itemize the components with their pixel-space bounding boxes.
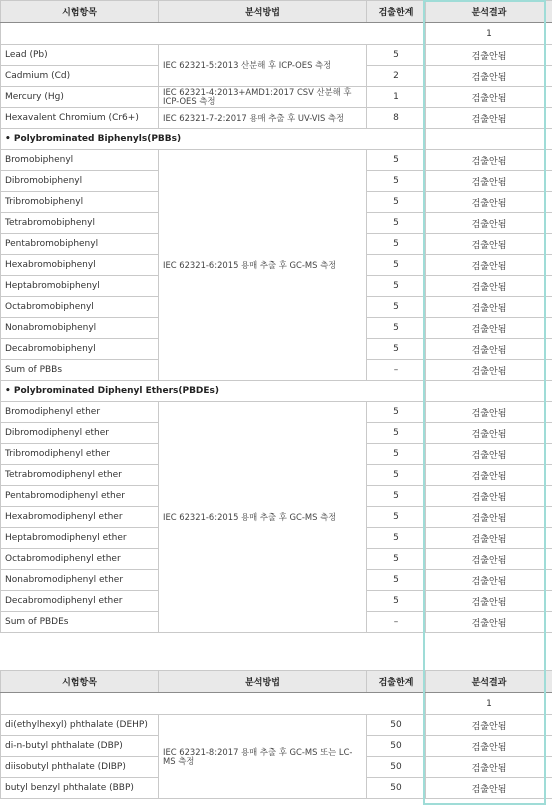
detection-limit: 5 [367, 507, 426, 528]
result-value: 검출안됨 [426, 171, 552, 192]
detection-limit: 5 [367, 549, 426, 570]
item-name: diisobutyl phthalate (DIBP) [1, 757, 159, 778]
item-name: Tribromobiphenyl [1, 192, 159, 213]
pbde-rows [1, 402, 552, 633]
detection-limit: 5 [367, 570, 426, 591]
detection-limit: 5 [367, 423, 426, 444]
result-value: 검출안됨 [426, 528, 552, 549]
item-name: Nonabromobiphenyl [1, 318, 159, 339]
method-text: IEC 62321-6:2015 용매 추출 후 GC-MS 측정 [159, 402, 367, 633]
detection-limit: – [367, 612, 426, 633]
item-name: Sum of PBBs [1, 360, 159, 381]
result-value: 검출안됨 [426, 549, 552, 570]
item-name: Pentabromobiphenyl [1, 234, 159, 255]
table-row [1, 715, 552, 736]
detection-limit: 5 [367, 276, 426, 297]
detection-limit: 5 [367, 339, 426, 360]
result-value: 검출안됨 [426, 45, 552, 66]
item-name: di-n-butyl phthalate (DBP) [1, 736, 159, 757]
header-result: 분석결과 [426, 671, 552, 693]
table-row [1, 45, 552, 66]
detection-limit: 5 [367, 591, 426, 612]
section-title: • Polybrominated Diphenyl Ethers(PBDEs) [1, 381, 426, 402]
item-name: Tetrabromobiphenyl [1, 213, 159, 234]
result-value: 검출안됨 [426, 108, 552, 129]
result-value: 검출안됨 [426, 318, 552, 339]
result-value: 검출안됨 [426, 339, 552, 360]
phthalate-rows [1, 715, 552, 799]
result-value: 검출안됨 [426, 276, 552, 297]
result-value: 검출안됨 [426, 444, 552, 465]
method-text: IEC 62321-8:2017 용매 추출 후 GC-MS 또는 LC-MS 측정 [159, 715, 367, 799]
header-item: 시험항목 [1, 671, 159, 693]
item-name: Heptabromodiphenyl ether [1, 528, 159, 549]
method-text: IEC 62321-6:2015 용매 추출 후 GC-MS 측정 [159, 150, 367, 381]
detection-limit: 5 [367, 465, 426, 486]
item-name: Lead (Pb) [1, 45, 159, 66]
item-name: Mercury (Hg) [1, 87, 159, 108]
detection-limit: 5 [367, 255, 426, 276]
table-header-row [1, 1, 552, 23]
item-name: butyl benzyl phthalate (BBP) [1, 778, 159, 799]
result-value: 검출안됨 [426, 87, 552, 108]
item-name: Cadmium (Cd) [1, 66, 159, 87]
header-limit: 검출한계 [367, 671, 426, 693]
detection-limit: 5 [367, 171, 426, 192]
detection-limit: 5 [367, 486, 426, 507]
detection-limit: 50 [367, 715, 426, 736]
result-value: 검출안됨 [426, 715, 552, 736]
detection-limit: 50 [367, 778, 426, 799]
result-value: 검출안됨 [426, 297, 552, 318]
method-text: IEC 62321-4:2013+AMD1:2017 CSV 산분해 후 ICP-OES 측정 [159, 87, 367, 108]
sample-number-row [1, 23, 552, 45]
item-name: Heptabromobiphenyl [1, 276, 159, 297]
header-item: 시험항목 [1, 1, 159, 23]
sample-number-row [1, 693, 552, 715]
item-name: Dibromodiphenyl ether [1, 423, 159, 444]
item-name: Hexabromobiphenyl [1, 255, 159, 276]
sample-number: 1 [426, 693, 552, 715]
item-name: Hexabromodiphenyl ether [1, 507, 159, 528]
result-value: 검출안됨 [426, 192, 552, 213]
result-value: 검출안됨 [426, 213, 552, 234]
result-value: 검출안됨 [426, 757, 552, 778]
item-name: Tribromodiphenyl ether [1, 444, 159, 465]
item-name: di(ethylhexyl) phthalate (DEHP) [1, 715, 159, 736]
item-name: Decabromodiphenyl ether [1, 591, 159, 612]
header-limit: 검출한계 [367, 1, 426, 23]
detection-limit: 5 [367, 213, 426, 234]
result-value: 검출안됨 [426, 507, 552, 528]
result-value: 검출안됨 [426, 612, 552, 633]
result-value: 검출안됨 [426, 736, 552, 757]
table-header-row [1, 671, 552, 693]
result-value: 검출안됨 [426, 402, 552, 423]
item-name: Dibromobiphenyl [1, 171, 159, 192]
item-name: Octabromobiphenyl [1, 297, 159, 318]
detection-limit: 5 [367, 402, 426, 423]
sample-number: 1 [426, 23, 552, 45]
item-name: Hexavalent Chromium (Cr6+) [1, 108, 159, 129]
table-row [1, 150, 552, 171]
table-row [1, 87, 552, 108]
header-method: 분석방법 [159, 671, 367, 693]
item-name: Pentabromodiphenyl ether [1, 486, 159, 507]
result-value: 검출안됨 [426, 150, 552, 171]
result-value: 검출안됨 [426, 234, 552, 255]
item-name: Nonabromodiphenyl ether [1, 570, 159, 591]
header-result: 분석결과 [426, 1, 552, 23]
item-name: Octabromodiphenyl ether [1, 549, 159, 570]
table-row [1, 108, 552, 129]
item-name: Tetrabromodiphenyl ether [1, 465, 159, 486]
result-value: 검출안됨 [426, 255, 552, 276]
detection-limit: 5 [367, 318, 426, 339]
results-table-2 [0, 670, 552, 799]
section-row-pbb [1, 129, 552, 150]
detection-limit: 8 [367, 108, 426, 129]
section-title: • Polybrominated Biphenyls(PBBs) [1, 129, 426, 150]
item-name: Sum of PBDEs [1, 612, 159, 633]
detection-limit: 5 [367, 45, 426, 66]
detection-limit: 2 [367, 66, 426, 87]
detection-limit: 5 [367, 444, 426, 465]
result-value: 검출안됨 [426, 778, 552, 799]
detection-limit: 5 [367, 234, 426, 255]
item-name: Decabromobiphenyl [1, 339, 159, 360]
result-value: 검출안됨 [426, 486, 552, 507]
method-text: IEC 62321-5:2013 산분해 후 ICP-OES 측정 [159, 45, 367, 87]
result-value: 검출안됨 [426, 465, 552, 486]
detection-limit: 50 [367, 736, 426, 757]
detection-limit: 5 [367, 150, 426, 171]
item-name: Bromobiphenyl [1, 150, 159, 171]
section-row-pbde [1, 381, 552, 402]
result-value: 검출안됨 [426, 66, 552, 87]
method-text: IEC 62321-7-2:2017 용매 추출 후 UV-VIS 측정 [159, 108, 367, 129]
header-method: 분석방법 [159, 1, 367, 23]
result-value: 검출안됨 [426, 591, 552, 612]
detection-limit: 50 [367, 757, 426, 778]
result-value: 검출안됨 [426, 570, 552, 591]
detection-limit: – [367, 360, 426, 381]
pbb-rows [1, 150, 552, 381]
result-value: 검출안됨 [426, 360, 552, 381]
detection-limit: 5 [367, 297, 426, 318]
result-value: 검출안됨 [426, 423, 552, 444]
detection-limit: 5 [367, 192, 426, 213]
detection-limit: 1 [367, 87, 426, 108]
detection-limit: 5 [367, 528, 426, 549]
table-row [1, 402, 552, 423]
item-name: Bromodiphenyl ether [1, 402, 159, 423]
